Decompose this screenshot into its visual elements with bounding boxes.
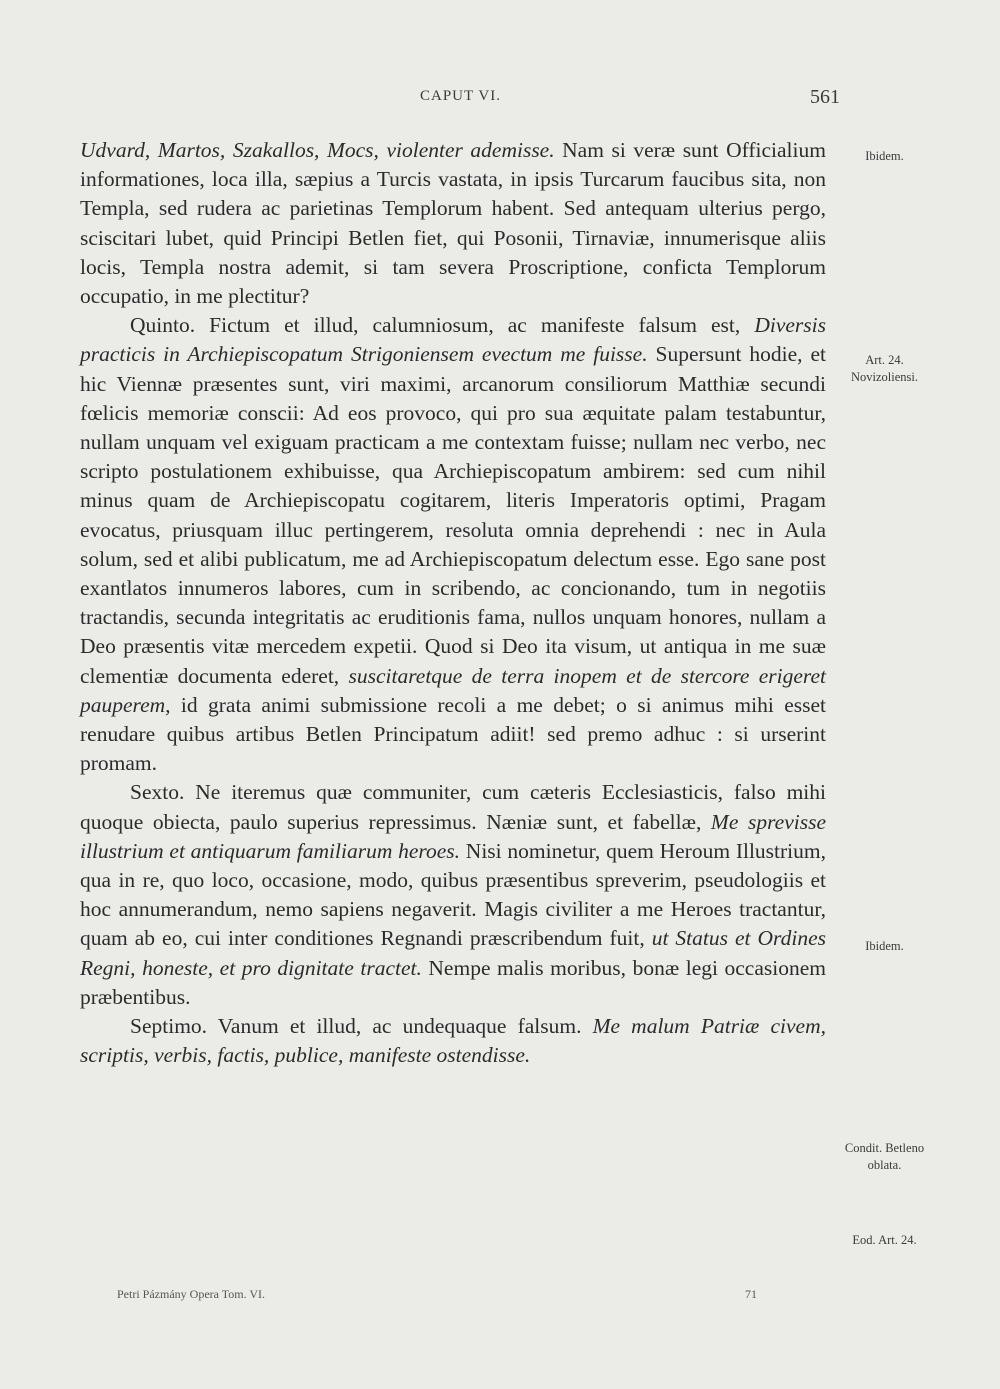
italic-quotation: Diversis practicis in Archiepiscopatum Strigoniensem evectum me fuisse.: [80, 313, 826, 367]
italic-quotation: Me malum Patriæ civem, scriptis, verbis, factis, publice, manifeste ostendisse.: [80, 1014, 826, 1068]
page-footer: [117, 1287, 777, 1307]
paragraph: [80, 136, 826, 311]
text-run: Septimo. Vanum et illud, ac undequaque falsum.: [130, 1014, 593, 1039]
paragraph: [80, 311, 826, 778]
chapter-title: CAPUT VI.: [420, 88, 501, 104]
margin-note: Ibidem.: [865, 149, 904, 163]
printer-signature: Petri Pázmány Opera Tom. VI.: [117, 1287, 266, 1301]
paragraph: [80, 778, 826, 1012]
italic-quotation: suscitaretque de terra inopem et de stercore erigeret pauperem,: [80, 663, 826, 717]
text-run: Nempe malis moribus, bonæ legi occasionem præbentibus.: [80, 955, 826, 1009]
signature-number: 71: [745, 1287, 757, 1301]
text-run: Supersunt hodie, et hic Viennæ præsentes sunt, viri maximi, arcanorum consiliorum Matthiæ secundi fœlicis memoriæ conscii: Ad eos provoco, qui pro sua æquitate palam testabuntur, nullam unquam vel exiguam practicam a me contextam fuisse; nullam nec verbo, nec scripto postulationem exhibuisse, qua Archiepiscopatum ambirem: sed cum nihil minus quam de Archiepiscopatu cogitarem, literis Imperatoris optimi, Pragam evocatus, priusquam illuc pertingerem, resoluta omnia deprehendi : nec in Aula solum, sed et alibi publicatum, me ad Archiepiscopatum delectum esse. Ego sane post exantlatos innumeros labores, cum in scribendo, ac concionando, tum in negotiis tractandis, secunda integritatis ac eruditionis fama, nullos unquam honores, nullam a Deo præsentis vitæ mercedem expetii. Quod si Deo ita visum, ut antiqua in me suæ clementiæ documenta ederet,: [80, 342, 826, 688]
text-run: Sexto. Ne iteremus quæ communiter, cum cæteris Ecclesiasticis, falso mihi quoque obiecta, paulo superius repressimus. Næniæ sunt, et fabellæ,: [80, 780, 826, 834]
margin-note: Ibidem.: [865, 939, 904, 953]
margin-note: Eod. Art. 24.: [852, 1233, 917, 1247]
italic-quotation: ut Status et Ordines Regni, honeste, et pro dignitate tractet.: [80, 926, 826, 980]
italic-quotation: Me sprevisse illustrium et antiquarum familiarum heroes.: [80, 809, 826, 863]
paragraph: [80, 1012, 826, 1070]
text-run: id grata animi submissione recoli a me debet; o si animus mihi esset renudare quibus artibus Betlen Principatum adiit! sed premo adhuc : si urserint promam.: [80, 692, 826, 776]
italic-quotation: Udvard, Martos, Szakallos, Mocs, violenter ademisse.: [80, 138, 555, 162]
margin-note: Condit. Betleno oblata.: [844, 1141, 925, 1172]
body-text: [80, 136, 826, 1071]
text-run: Nam si veræ sunt Officialium informationes, loca illa, sæpius a Turcis vastata, in ipsis Turcarum faucibus sita, non Templa, sed rudera ac parietinas Templorum habent. Sed antequam ulterius pergo, sciscitari lubet, quid Principi Betlen fiet, qui Posonii, Tirnaviæ, innumerisque aliis locis, Templa nostra ademit, si tam severa Proscriptione, conficta Templorum occupatio, in me plectitur?: [80, 138, 826, 309]
text-run: Quinto. Fictum et illud, calumniosum, ac manifeste falsum est,: [130, 313, 755, 338]
text-run: Nisi nominetur, quem Heroum Illustrium, qua in re, quo loco, occasione, modo, quibus præsentibus spreverim, pseudologiis et hoc annumerandum, nemo sapiens negaverit. Magis civiliter a me Heroes tractantur, quam ab eo, cui inter conditiones Regnandi præscribendum fuit,: [80, 838, 827, 951]
margin-note: Art. 24. Novizoliensi.: [850, 353, 918, 384]
running-head: [80, 88, 840, 118]
page-number: 561: [810, 86, 840, 108]
